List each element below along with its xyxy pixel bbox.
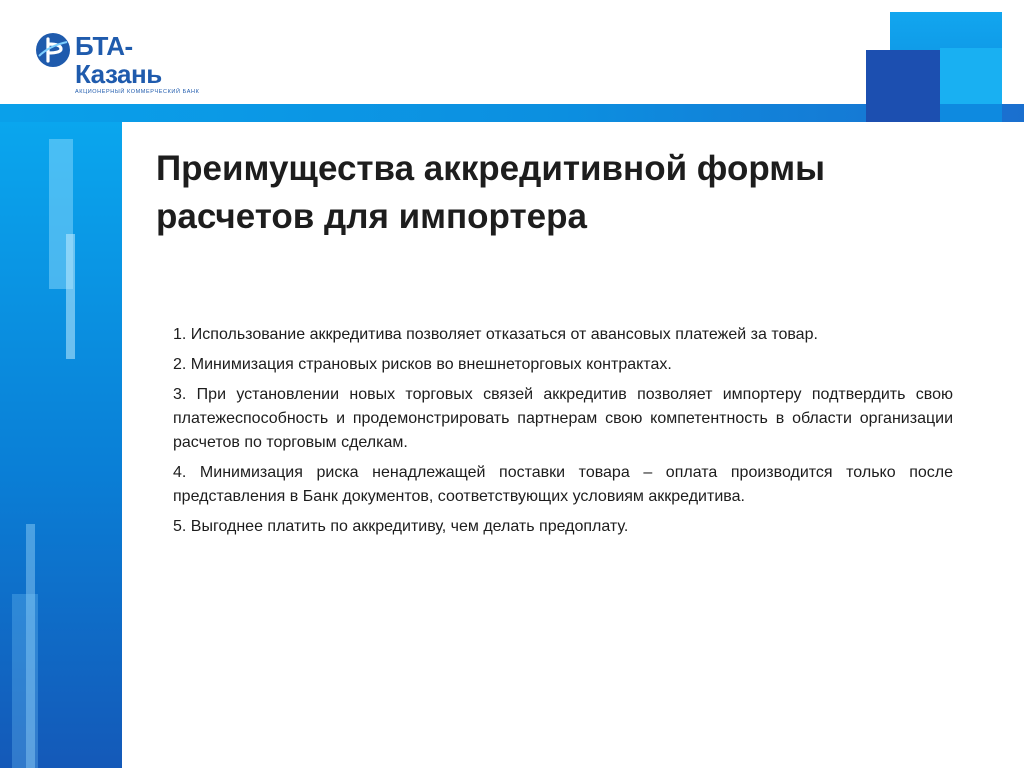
list-item: 2. Минимизация страновых рисков во внешнеторговых контрактах. — [173, 356, 672, 373]
logo-name: БТА-Казань — [75, 31, 162, 89]
list-item: 1. Использование аккредитива позволяет отказаться от авансовых платежей за товар. — [173, 326, 818, 343]
decor-square — [866, 50, 940, 122]
advantages-list — [173, 323, 953, 545]
list-item: 4. Минимизация риска ненадлежащей поставки товара – оплата производится только после представления в Банк документов, соответствующих условиям аккредитива. — [173, 464, 953, 505]
decor-square — [940, 48, 1002, 104]
list-item: 5. Выгоднее платить по аккредитиву, чем делать предоплату. — [173, 518, 629, 535]
decor-square — [940, 104, 1002, 122]
decor-stripe — [66, 234, 75, 359]
bank-logo — [35, 31, 215, 95]
logo-text — [75, 32, 215, 95]
slide-title: Преимущества аккредитивной формы расчетов для импортера — [156, 149, 826, 236]
decor-stripe — [12, 594, 38, 768]
left-decorative-band — [0, 104, 122, 768]
logo-subtitle: АКЦИОНЕРНЫЙ КОММЕРЧЕСКИЙ БАНК — [75, 89, 200, 95]
list-item: 3. При установлении новых торговых связей аккредитив позволяет импортеру подтвердить свою платежеспособность и продемонстрировать партнерам свою компетентность в области организации расчетов по торговым сделкам. — [173, 386, 953, 451]
logo-icon — [35, 32, 71, 68]
